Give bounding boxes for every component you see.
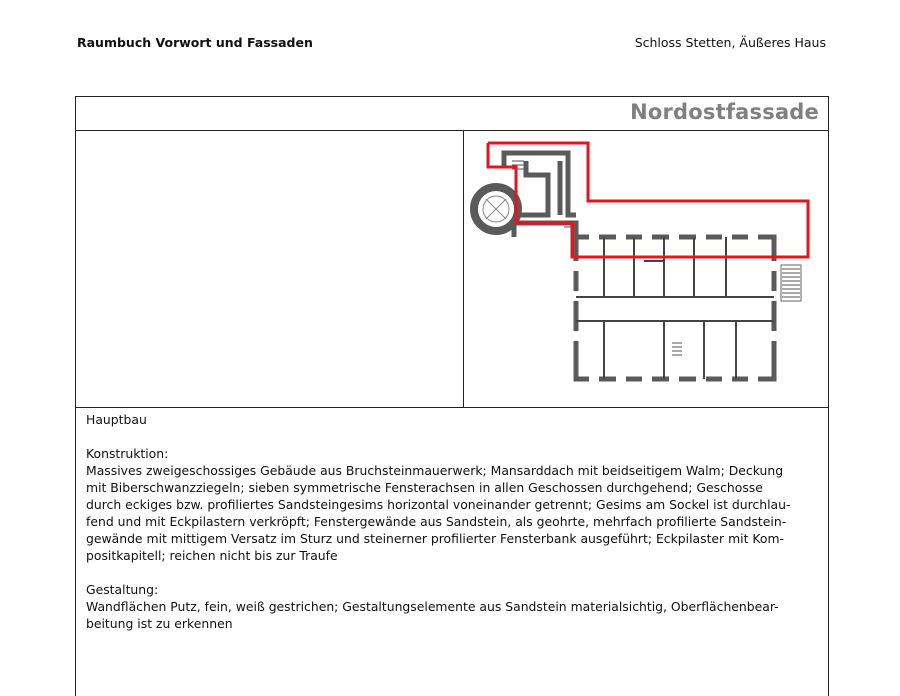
photo-placeholder-cell <box>76 131 464 408</box>
gestaltung-line: beitung ist zu erkennen <box>86 616 233 631</box>
section-title-row <box>76 97 828 131</box>
room-sheet-table <box>75 96 829 696</box>
konstruktion-line: mit Biberschwanzziegeln; sieben symmetrische Fensterachsen in allen Geschossen durchgehend; Geschosse <box>86 480 763 495</box>
floor-plan-cell <box>464 131 828 408</box>
section-title: Nordostfassade <box>630 100 819 124</box>
konstruktion-line: fend und mit Eckpilastern verkröpft; Fenstergewände aus Sandstein, als geohrte, mehrfach profilierte Sandstein- <box>86 514 787 529</box>
gestaltung-label: Gestaltung: <box>86 582 159 597</box>
konstruktion-label: Konstruktion: <box>86 446 169 461</box>
round-tower <box>474 187 518 231</box>
konstruktion-line: durch eckiges bzw. profiliertes Sandsteingesims horizontal voneinander getrennt; Gesims am Sockel ist durchlau- <box>86 497 791 512</box>
header-building-name: Schloss Stetten, Äußeres Haus <box>634 35 826 50</box>
gestaltung-line: Wandflächen Putz, fein, weiß gestrichen; Gestaltungselemente aus Sandstein materialsichtig, Oberflächenbear- <box>86 599 779 614</box>
konstruktion-line: Massives zweigeschossiges Gebäude aus Bruchsteinmauerwerk; Mansarddach mit beidseitigem Walm; Deckung <box>86 463 784 478</box>
konstruktion-line: positkapitell; reichen nicht bis zur Traufe <box>86 548 338 563</box>
description-text <box>86 411 821 632</box>
floor-plan-drawing <box>464 131 828 407</box>
building-part-heading: Hauptbau <box>86 412 147 427</box>
header-document-title: Raumbuch Vorwort und Fassaden <box>77 35 313 50</box>
konstruktion-line: gewände mit mittigem Versatz im Sturz und steinerner profilierter Fensterbank ausgeführt; Eckpilaster mit Kom- <box>86 531 785 546</box>
